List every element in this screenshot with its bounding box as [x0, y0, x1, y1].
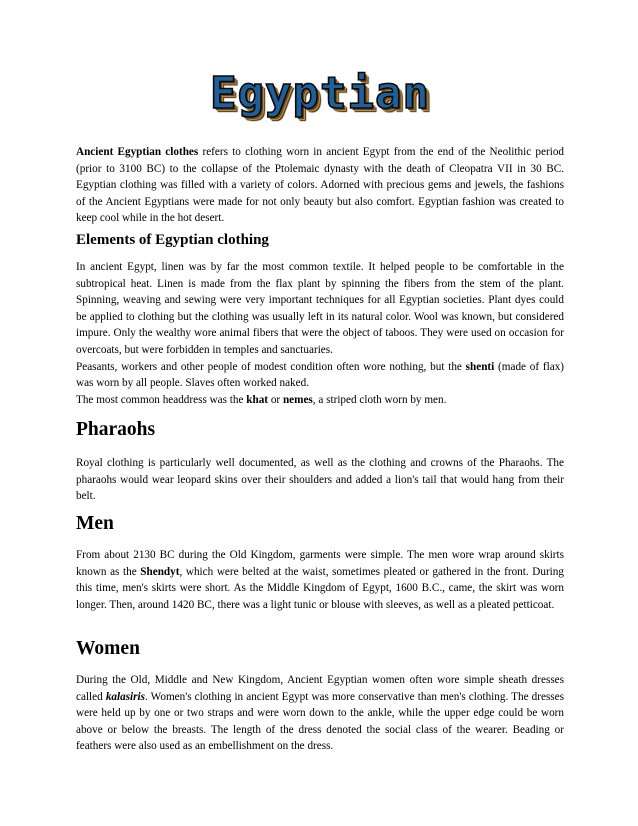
elements-para3-mid: or: [268, 393, 283, 406]
elements-para2: [76, 359, 564, 392]
intro-paragraph: [76, 144, 564, 227]
term-kalasiris: kalasiris: [105, 690, 145, 703]
heading-elements: Elements of Egyptian clothing: [76, 232, 269, 248]
elements-para3-b: , a striped cloth worn by men.: [312, 393, 447, 406]
elements-section: [76, 259, 564, 408]
term-nemes: nemes: [282, 393, 313, 406]
term-khat: khat: [246, 393, 269, 406]
elements-para2-a: Peasants, workers and other people of modest condition often wore nothing, but the: [76, 360, 466, 373]
term-shendyt: Shendyt: [140, 565, 180, 578]
men-paragraph: [76, 547, 564, 613]
men-text-a: From about 2130 BC during the Old Kingdom, garments were simple. The men wore wrap around skirts known as the: [76, 549, 564, 578]
women-text-a: During the Old, Middle and New Kingdom, Ancient Egyptian women often wore simple sheath dresses called: [76, 674, 564, 703]
elements-para3: [76, 392, 564, 409]
heading-men: Men: [76, 513, 114, 534]
term-shenti: shenti: [465, 360, 495, 373]
women-paragraph: [76, 672, 564, 755]
men-text-b: , which were belted at the waist, sometimes pleated or gathered in the front. During this time, men's skirts were short. As the Middle Kingdom of Egypt, 1600 B.C., came, the skirt was worn longer. Then, around 1420 BC, there was a light tunic or blouse with sleeves, as well as a pleated petticoat.: [76, 565, 564, 611]
page-title-wordart: Egyptian: [210, 68, 430, 119]
intro-text: refers to clothing worn in ancient Egypt from the end of the Neolithic period (prior to 3100 BC) to the collapse of the Ptolemaic dynasty with the death of Cleopatra VII in 30 BC. Egyptian clothing was filled with a variety of colors. Adorned with precious gems and jewels, the fashions of the Ancient Egyptians were made for not only beauty but also comfort. Egyptian fashion was created to keep cool while in the hot desert.: [76, 146, 565, 225]
elements-para2-b: (made of flax) was worn by all people. Slaves often worked naked.: [76, 360, 565, 390]
women-text-b: . Women's clothing in ancient Egypt was more conservative than men's clothing. The dresses were held up by one or two straps and were worn down to the ankle, while the upper edge could be worn above or below the breasts. The length of the dress denoted the social class of the wearer. Beading or feathers were also used as an embellishment on the dress.: [76, 690, 564, 753]
pharaohs-text: Royal clothing is particularly well documented, as well as the clothing and crowns of the Pharaohs. The pharaohs would wear leopard skins over their shoulders and added a lion's tail that would hang from their belt.: [76, 457, 564, 503]
heading-pharaohs: Pharaohs: [76, 419, 156, 440]
elements-para3-a: The most common headdress was the: [76, 393, 247, 406]
pharaohs-paragraph: [76, 455, 564, 505]
elements-para1: In ancient Egypt, linen was by far the most common textile. It helped people to be comfortable in the subtropical heat. Linen is made from the flax plant by spinning the fibers from the stem of the plant. Spinning, weaving and sewing were very important techniques for all Egyptian societies. Plant dyes could be applied to clothing but the clothing was usually left in its natural color. Wool was known, but considered impure. Only the wealthy wore animal fibers that were the object of taboos. They were used on occasion for overcoats, but were forbidden in temples and sanctuaries.: [76, 261, 564, 356]
heading-women: Women: [76, 638, 140, 659]
intro-lead: Ancient Egyptian clothes: [76, 146, 199, 158]
